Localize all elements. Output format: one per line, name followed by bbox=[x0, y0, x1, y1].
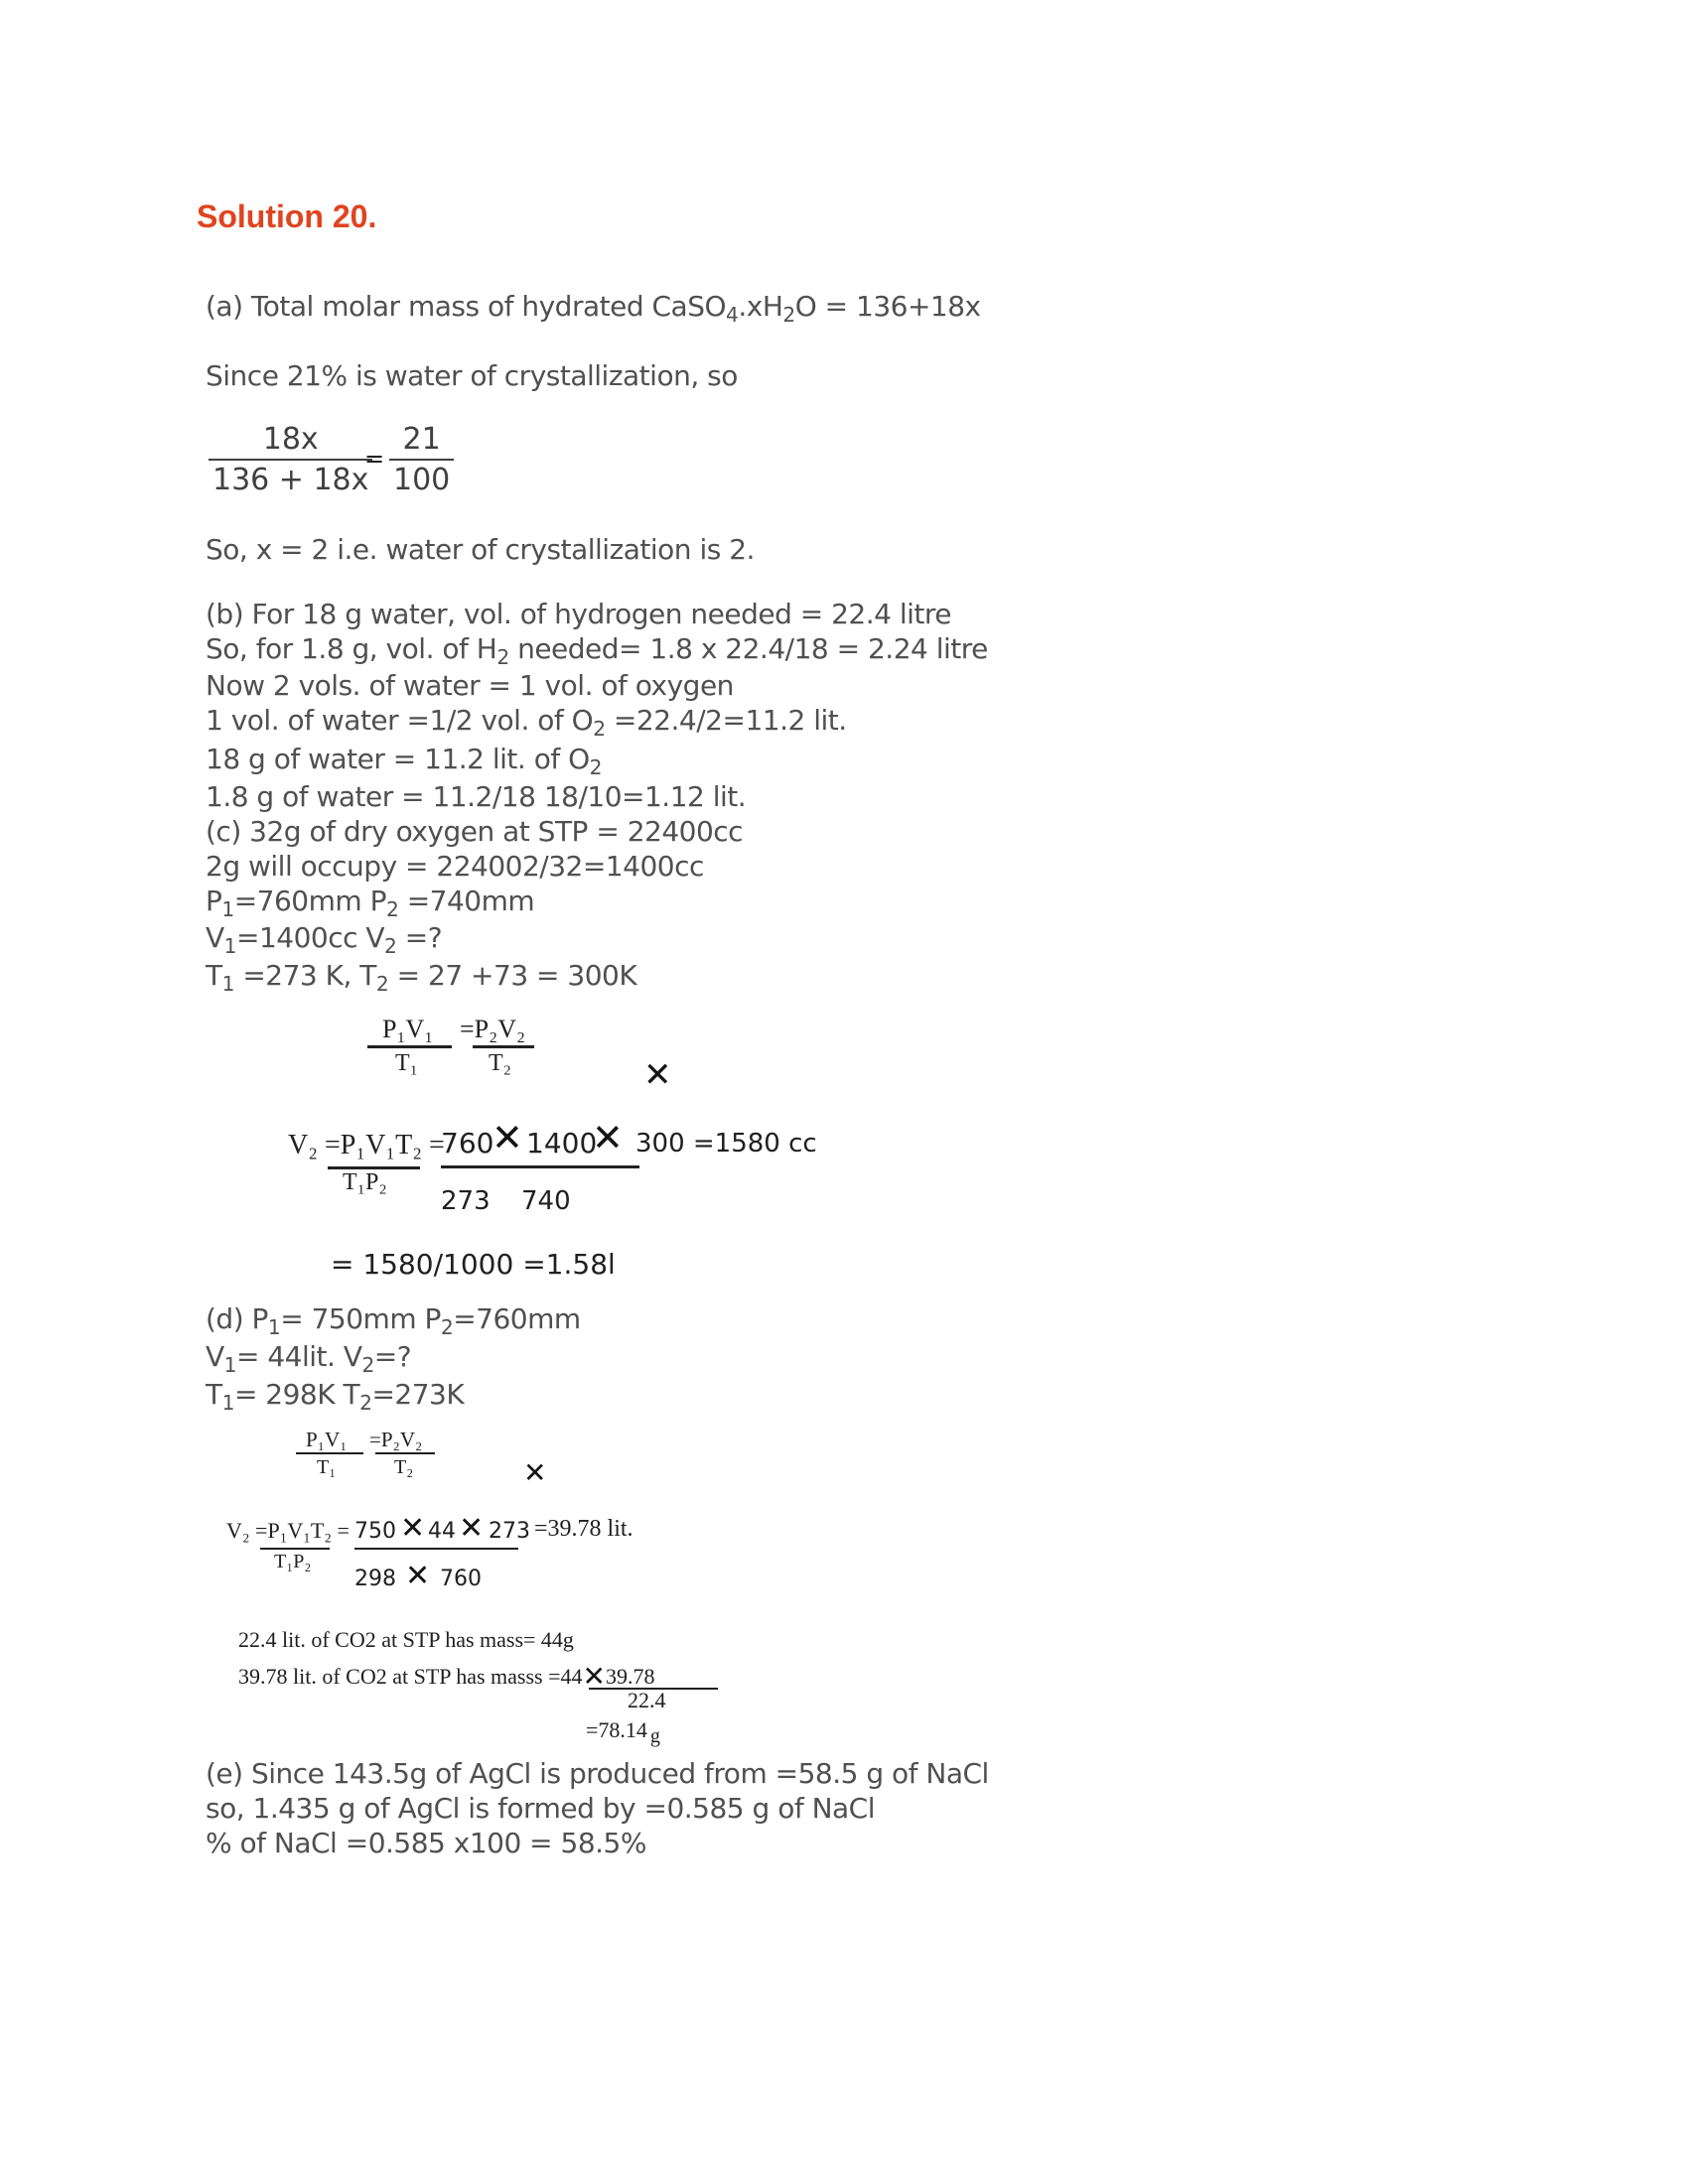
multiply-icon: ✕ bbox=[400, 1511, 426, 1546]
c-v2-den-740: 740 bbox=[521, 1186, 571, 1216]
co2-den: 22.4 bbox=[628, 1688, 666, 1712]
c-v2-den-273: 273 bbox=[441, 1186, 491, 1216]
part-b-line-5: 18 g of water = 11.2 lit. of $O_2$ bbox=[206, 743, 602, 780]
c-v2-rhs-bar bbox=[441, 1165, 639, 1168]
d-v2-lhs: V₂ =P₁V₁T₂ = bbox=[226, 1518, 350, 1543]
c-eq-p1v1: P₁V₁ bbox=[382, 1015, 434, 1043]
multiply-icon: ✕ bbox=[523, 1456, 547, 1489]
multiply-icon: ✕ bbox=[592, 1116, 624, 1160]
c-eq-p2v2: =P₂V₂ bbox=[460, 1015, 526, 1043]
part-c-line-3: $P_1=760mm$ $P_2 =740mm$ bbox=[206, 885, 535, 922]
c-v2-lhs-den: T₁P₂ bbox=[343, 1169, 387, 1195]
co2-line-2: 39.78 lit. of CO2 at STP has masss =44✕39.78 bbox=[238, 1660, 655, 1693]
d-v2-num-44: 44 bbox=[428, 1519, 456, 1544]
fraction-18x: $\frac{18x}{136 + 18x}$ bbox=[209, 422, 372, 497]
c-v2-num-1400: 1400 bbox=[526, 1127, 598, 1160]
part-c-line-5: $T_1 =273$ K, $T_2 = 27 +73 = 300K$ bbox=[206, 959, 637, 997]
part-c-line-2: 2g will occupy = 224002/32=1400cc bbox=[206, 850, 704, 883]
d-eq-t1: T₁ bbox=[317, 1456, 337, 1478]
c-v2-num-760: 760 bbox=[441, 1127, 494, 1160]
multiply-icon: ✕ bbox=[459, 1511, 485, 1546]
fraction-21-100: $\frac{21}{100}$ bbox=[389, 422, 454, 497]
multiply-icon: ✕ bbox=[643, 1055, 672, 1095]
c-v2-num-300: 300 =1580 cc bbox=[635, 1129, 817, 1159]
d-v2-den-760: 760 bbox=[440, 1567, 482, 1591]
c-v2-result: = 1580/1000 =1.58l bbox=[331, 1248, 616, 1281]
multiply-icon: ✕ bbox=[405, 1559, 431, 1593]
part-a-statement: Since 21% is water of crystallization, so bbox=[206, 359, 738, 392]
solution-title: Solution 20. bbox=[197, 199, 377, 234]
multiply-icon: ✕ bbox=[582, 1660, 606, 1693]
part-a-answer: So, x = 2 i.e. water of crystallization is 2. bbox=[206, 533, 755, 566]
d-v2-result: =39.78 lit. bbox=[534, 1516, 633, 1542]
d-eq-p1v1: P₁V₁ bbox=[306, 1428, 348, 1451]
d-v2-lhs-den: T₁P₂ bbox=[274, 1551, 312, 1572]
d-v2-den-298: 298 bbox=[354, 1567, 396, 1591]
part-b-line-3: Now 2 vols. of water = 1 vol. of oxygen bbox=[206, 669, 734, 702]
part-e-line-3: % of NaCl =0.585 x100 = 58.5% bbox=[206, 1827, 646, 1859]
part-d-line-2: $V_1= 44lit$. $V_2=$? bbox=[206, 1340, 412, 1378]
d-v2-num-750: 750 bbox=[354, 1519, 396, 1544]
part-b-line-4: 1 vol. of water =1/2 vol. of $O_2 =22.4/2=11.2$ lit. bbox=[206, 704, 847, 742]
d-v2-rhs-bar bbox=[354, 1548, 518, 1550]
part-a-molar-mass: (a) Total molar mass of hydrated $CaSO_4.xH_2O = 136+18x$ bbox=[206, 290, 981, 328]
d-eq-p2v2: =P₂V₂ bbox=[369, 1428, 423, 1451]
c-eq-t2: T₂ bbox=[489, 1050, 512, 1076]
equals-sign: = bbox=[364, 445, 385, 473]
part-c-line-4: $V_1=1400cc$ $V_2$ =? bbox=[206, 921, 443, 959]
part-b-line-2: So, for 1.8 g, vol. of $H_2$ needed= 1.8 x 22.4/18 = 2.24 litre bbox=[206, 632, 988, 670]
multiply-icon: ✕ bbox=[492, 1116, 523, 1160]
part-c-line-1: (c) 32g of dry oxygen at STP = 22400cc bbox=[206, 815, 744, 848]
co2-result: =78.14 g bbox=[586, 1717, 660, 1747]
co2-line-1: 22.4 lit. of CO2 at STP has mass= 44g bbox=[238, 1627, 574, 1652]
c-v2-lhs: V₂ =P₁V₁T₂ = bbox=[288, 1130, 445, 1160]
c-eq-t1: T₁ bbox=[395, 1050, 419, 1076]
d-eq-bar-1 bbox=[296, 1452, 363, 1454]
part-b-line-1: (b) For 18 g water, vol. of hydrogen needed = 22.4 litre bbox=[206, 598, 952, 630]
d-v2-lhs-bar bbox=[260, 1548, 330, 1550]
d-eq-t2: T₂ bbox=[394, 1456, 414, 1478]
part-b-line-6: 1.8 g of water = 11.2/18 18/10=1.12 lit. bbox=[206, 780, 747, 813]
c-eq-bar-2 bbox=[473, 1045, 534, 1048]
part-e-line-2: so, 1.435 g of AgCl is formed by =0.585 g of NaCl bbox=[206, 1792, 876, 1825]
d-eq-bar-2 bbox=[375, 1452, 435, 1454]
c-eq-bar-1 bbox=[367, 1045, 452, 1048]
part-e-line-1: (e) Since 143.5g of AgCl is produced from =58.5 g of NaCl bbox=[206, 1757, 989, 1790]
part-d-line-1: (d) $P_1= 750mm$ $P_2=760mm$ bbox=[206, 1302, 581, 1340]
part-d-line-3: $T_1= 298K$ $T_2=273K$ bbox=[206, 1378, 465, 1416]
d-v2-num-273: 273 bbox=[489, 1519, 530, 1544]
